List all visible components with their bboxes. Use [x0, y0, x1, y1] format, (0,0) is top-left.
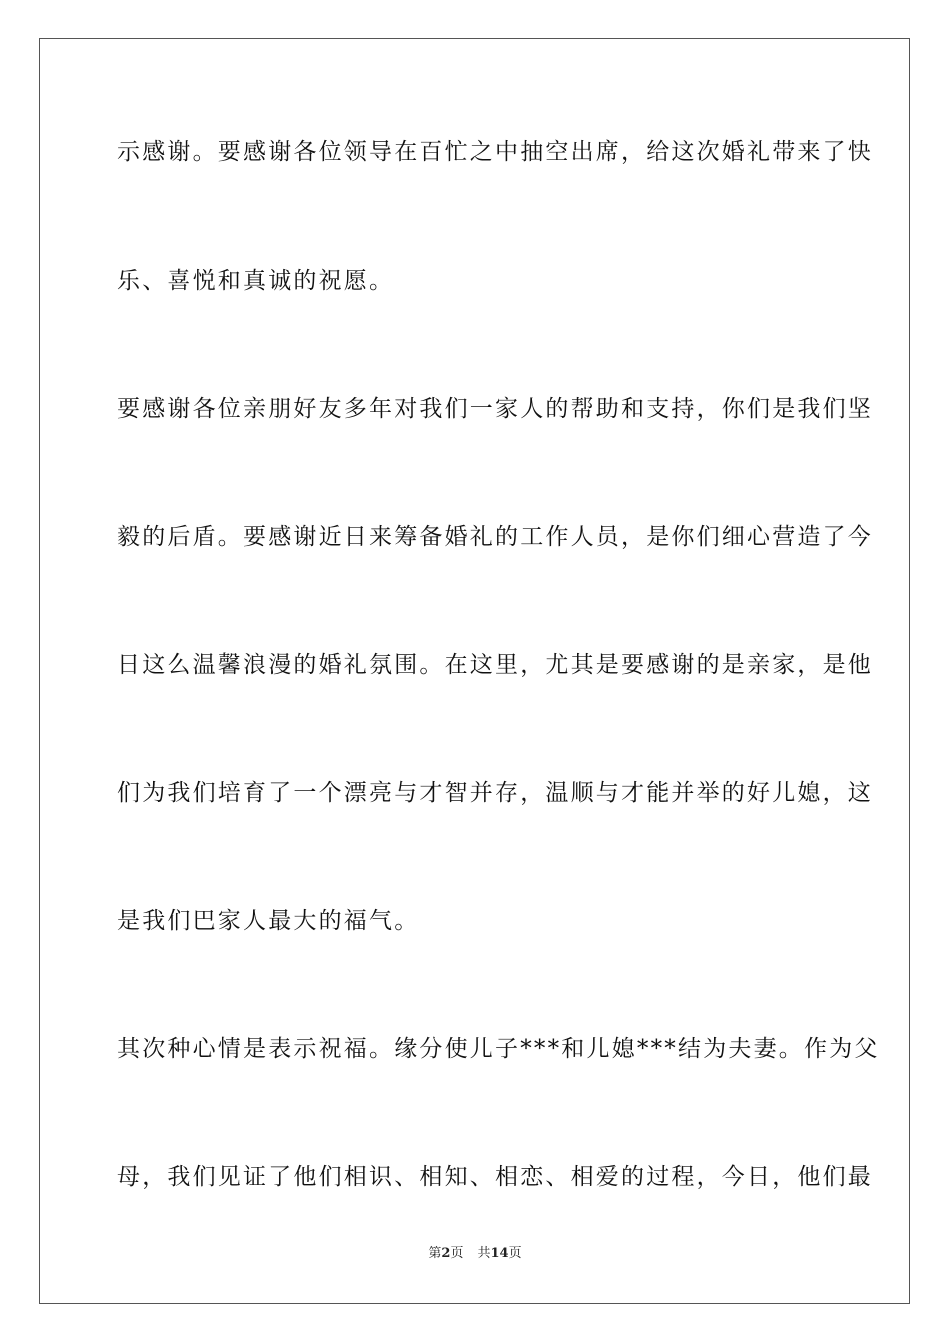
text-line: 其次种心情是表示祝福。缘分使儿子***和儿媳***结为夫妻。作为父 [117, 1036, 880, 1062]
text-line: 是我们巴家人最大的福气。 [117, 908, 420, 934]
total-prefix: 共 [477, 1246, 491, 1261]
text-line: 毅的后盾。要感谢近日来筹备婚礼的工作人员，是你们细心营造了今 [117, 524, 873, 550]
text-line: 日这么温馨浪漫的婚礼氛围。在这里，尤其是要感谢的是亲家，是他 [117, 652, 873, 678]
text-line: 们为我们培育了一个漂亮与才智并存，温顺与才能并举的好儿媳，这 [117, 780, 873, 806]
total-suffix: 页 [508, 1246, 522, 1261]
total-pages: 14 [490, 1246, 509, 1261]
page-footer [0, 1245, 950, 1263]
text-line: 母，我们见证了他们相识、相知、相恋、相爱的过程，今日，他们最 [117, 1164, 873, 1190]
text-line: 乐、喜悦和真诚的祝愿。 [117, 268, 395, 294]
text-line: 要感谢各位亲朋好友多年对我们一家人的帮助和支持，你们是我们坚 [117, 396, 873, 422]
text-line: 示感谢。要感谢各位领导在百忙之中抽空出席，给这次婚礼带来了快 [117, 139, 873, 165]
page-prefix: 第 [428, 1246, 442, 1261]
page-number: 2 [441, 1246, 451, 1261]
page-suffix: 页 [450, 1246, 464, 1261]
